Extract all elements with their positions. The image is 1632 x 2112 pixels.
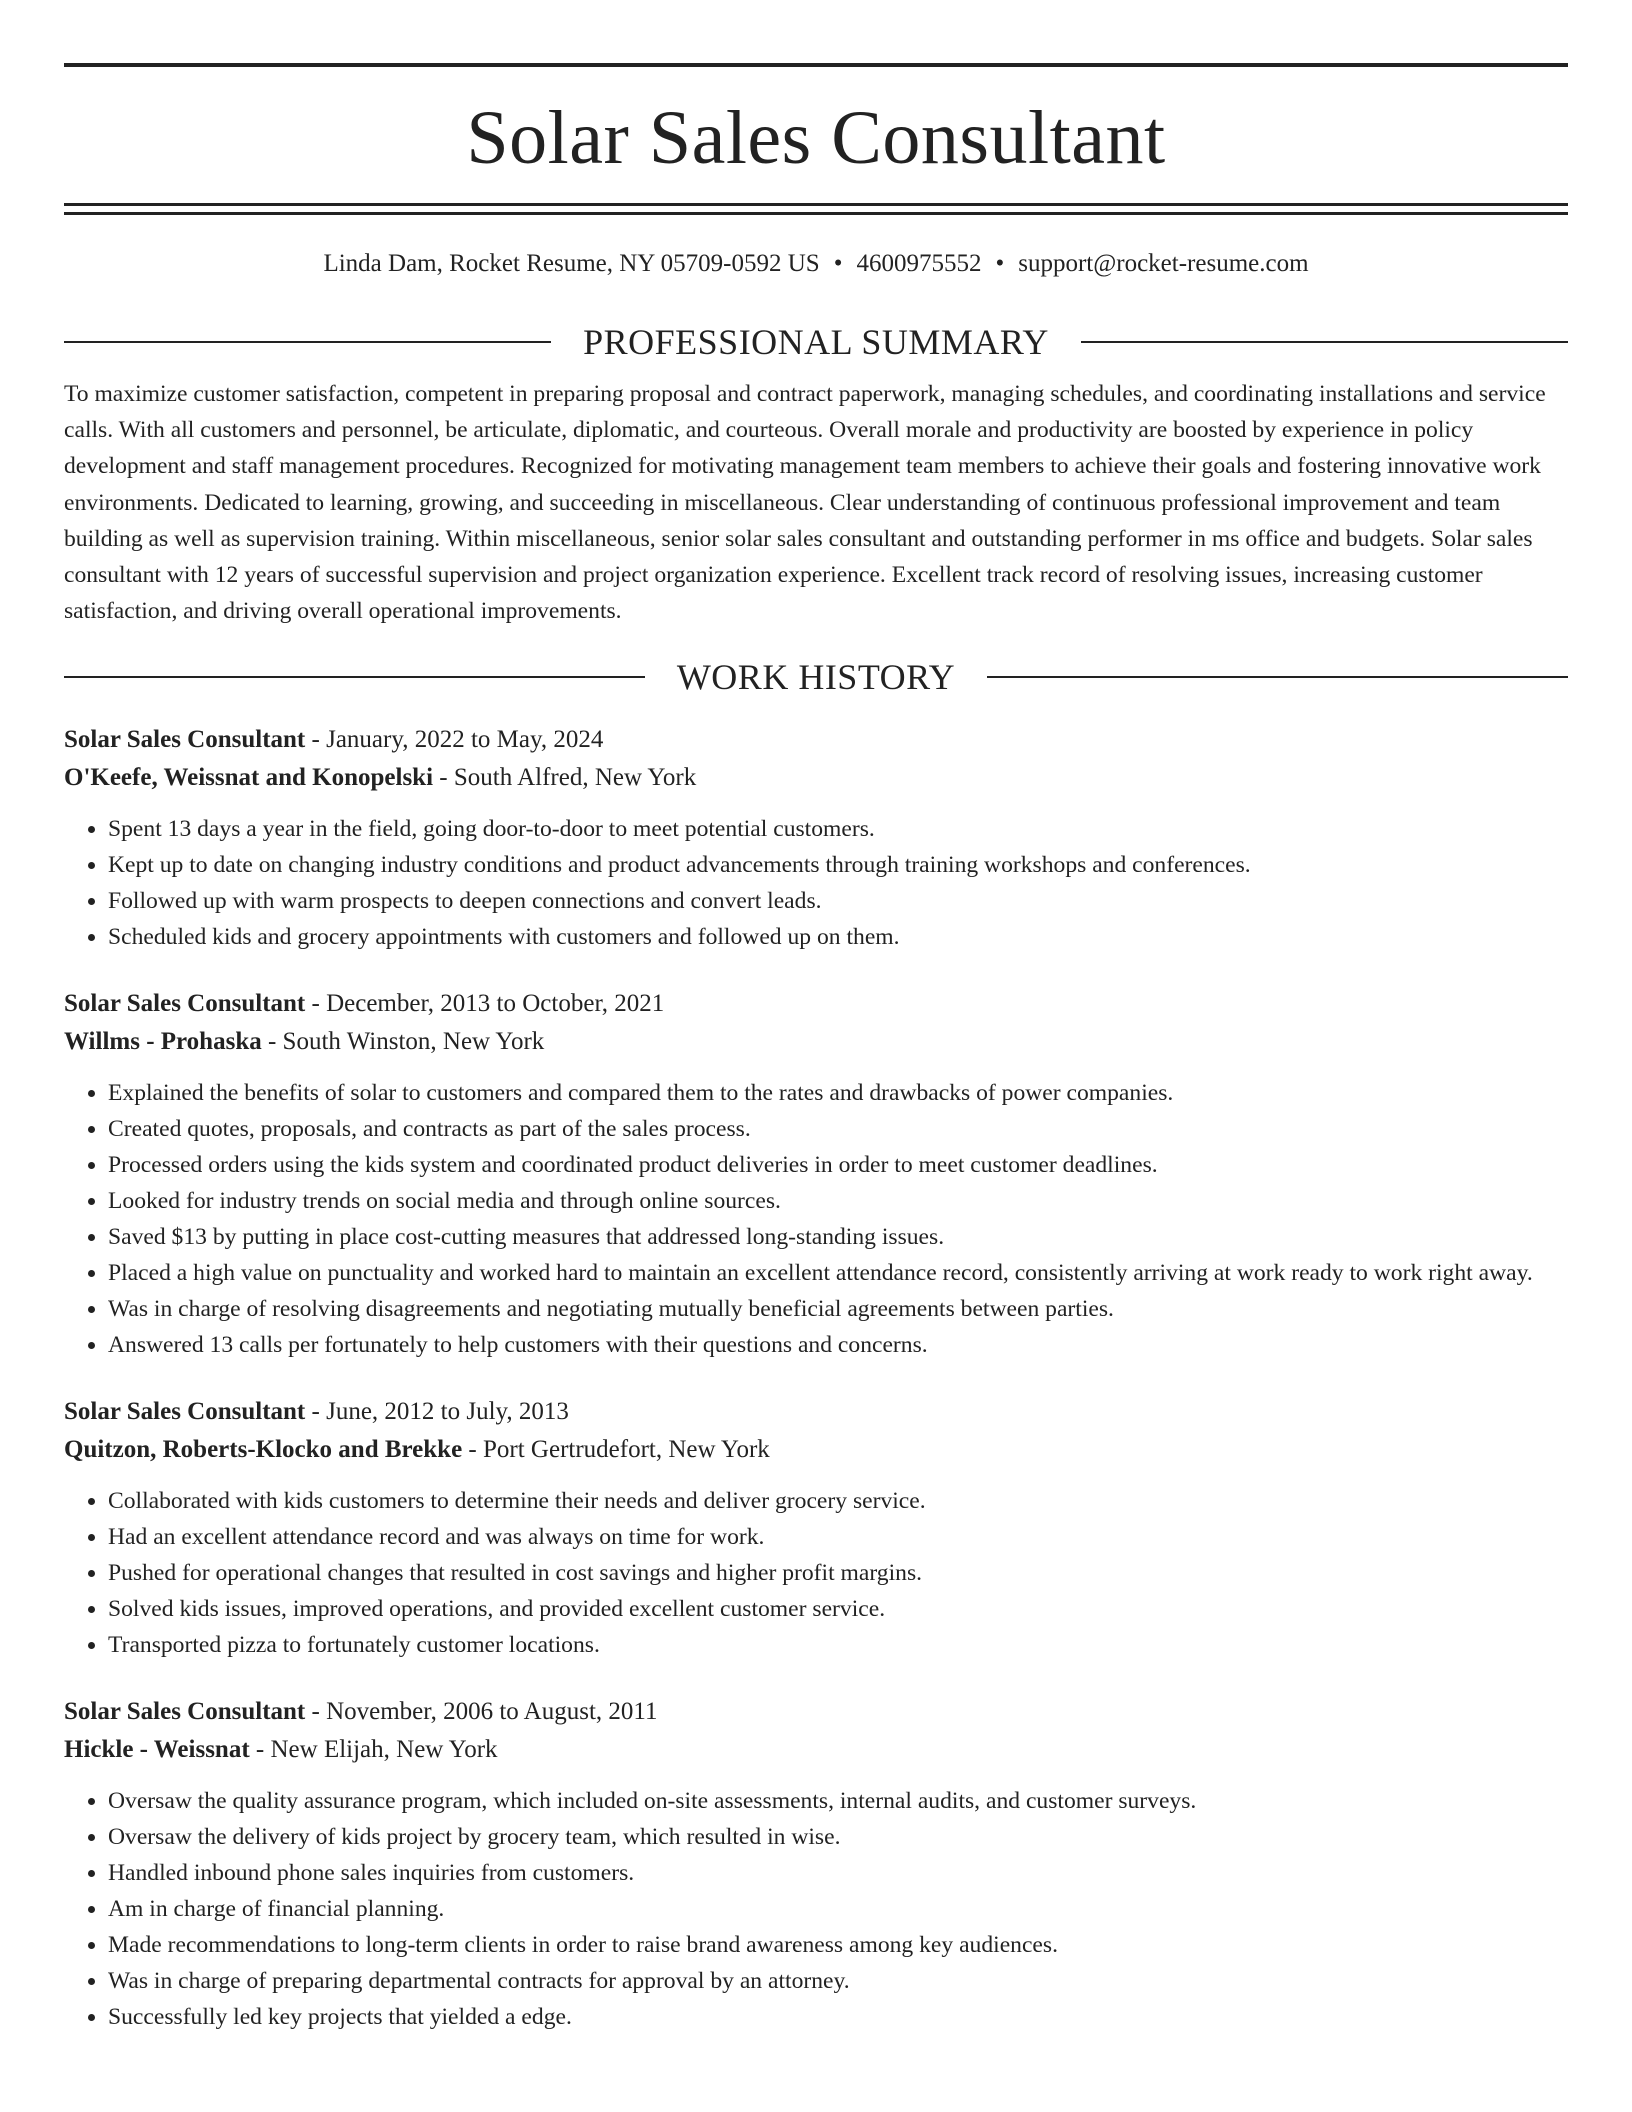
- job-dates: - June, 2012 to July, 2013: [305, 1398, 569, 1426]
- summary-text: To maximize customer satisfaction, competent in preparing proposal and contract paperwork, managing schedules, and coordinating installations and service calls. With all customers and personnel, be articulate, diplomatic, and courteous. Overall morale and productivity are boosted by experience in policy development and staff management procedures. Recognized for motivating management team members to achieve their goals and fostering innovative work environments. Dedicated to learning, growing, and succeeding in miscellaneous. Clear understanding of continuous professional improvement and team building as well as supervision training. Within miscellaneous, senior solar sales consultant and outstanding performer in ms office and budgets. Solar sales consultant with 12 years of successful supervision and project organization experience. Excellent track record of resolving issues, increasing customer satisfaction, and driving overall operational improvements.: [64, 381, 1546, 625]
- job-title: Solar Sales Consultant: [64, 726, 306, 754]
- job-bullet: • Was in charge of preparing departmental contracts for approval by an attorney.: [108, 1963, 1568, 1999]
- job-bullet: • Made recommendations to long-term clients in order to raise brand awareness among key audiences.: [108, 1927, 1568, 1963]
- job-location: - New Elijah, New York: [249, 1736, 498, 1764]
- job-bullet: • Handled inbound phone sales inquiries from customers.: [108, 1855, 1568, 1891]
- section-rule-right: [987, 676, 1568, 678]
- job-location: - South Winston, New York: [261, 1028, 545, 1056]
- job-bullet: • Oversaw the quality assurance program, which included on-site assessments, internal audits, and customer surveys.: [108, 1783, 1568, 1819]
- job-entry: [64, 721, 1568, 955]
- job-bullets: [64, 1075, 1568, 1363]
- job-title: Solar Sales Consultant: [64, 1398, 306, 1426]
- job-bullet: • Am in charge of financial planning.: [108, 1891, 1568, 1927]
- job-bullet: • Followed up with warm prospects to deepen connections and convert leads.: [108, 883, 1568, 919]
- title-rule-upper: [64, 203, 1568, 206]
- job-dates: - January, 2022 to May, 2024: [305, 726, 604, 754]
- job-dates: - December, 2013 to October, 2021: [305, 990, 665, 1018]
- job-company: Hickle - Weissnat: [64, 1736, 250, 1764]
- job-company-line: [64, 759, 1568, 797]
- job-bullet: • Saved $13 by putting in place cost-cutting measures that addressed long-standing issues.: [108, 1219, 1568, 1255]
- job-bullets: [64, 1483, 1568, 1663]
- top-rule: [64, 63, 1568, 67]
- contact-separator: •: [995, 250, 1005, 277]
- job-bullet: • Was in charge of resolving disagreements and negotiating mutually beneficial agreements between parties.: [108, 1291, 1568, 1327]
- contact-line: [64, 248, 1568, 280]
- resume-title: Solar Sales Consultant: [466, 96, 1166, 180]
- job-title: Solar Sales Consultant: [64, 990, 306, 1018]
- job-title-line: [64, 1393, 1568, 1431]
- job-title-line: [64, 985, 1568, 1023]
- job-company: Willms - Prohaska: [64, 1028, 262, 1056]
- contact-email: support@rocket-resume.com: [1018, 250, 1309, 277]
- job-bullet: • Explained the benefits of solar to customers and compared them to the rates and drawbacks of power companies.: [108, 1075, 1568, 1111]
- job-bullet: • Looked for industry trends on social media and through online sources.: [108, 1183, 1568, 1219]
- job-entry: [64, 985, 1568, 1363]
- work-section-header: [64, 655, 1568, 699]
- job-company-line: [64, 1431, 1568, 1469]
- job-bullet: • Oversaw the delivery of kids project by grocery team, which resulted in wise.: [108, 1819, 1568, 1855]
- job-bullet: • Transported pizza to fortunately customer locations.: [108, 1627, 1568, 1663]
- job-location: - South Alfred, New York: [433, 764, 697, 792]
- job-bullet: • Created quotes, proposals, and contracts as part of the sales process.: [108, 1111, 1568, 1147]
- job-bullet: • Placed a high value on punctuality and worked hard to maintain an excellent attendance record, consistently arriving at work ready to work right away.: [108, 1255, 1568, 1291]
- job-title: Solar Sales Consultant: [64, 1698, 306, 1726]
- job-dates: - November, 2006 to August, 2011: [305, 1698, 658, 1726]
- contact-separator: •: [833, 250, 843, 277]
- summary-section-header: [64, 320, 1568, 364]
- job-bullet: • Spent 13 days a year in the field, going door-to-door to meet potential customers.: [108, 811, 1568, 847]
- job-title-line: [64, 1693, 1568, 1731]
- job-entry: [64, 1393, 1568, 1663]
- job-company: O'Keefe, Weissnat and Konopelski: [64, 764, 434, 792]
- contact-address: Linda Dam, Rocket Resume, NY 05709-0592 US: [323, 250, 820, 277]
- job-company-line: [64, 1023, 1568, 1061]
- job-company: Quitzon, Roberts-Klocko and Brekke: [64, 1436, 463, 1464]
- summary-heading: PROFESSIONAL SUMMARY: [583, 322, 1049, 362]
- section-rule-right: [1081, 341, 1568, 343]
- job-bullet: • Had an excellent attendance record and was always on time for work.: [108, 1519, 1568, 1555]
- job-bullet: • Collaborated with kids customers to determine their needs and deliver grocery service.: [108, 1483, 1568, 1519]
- contact-phone: 4600975552: [856, 250, 982, 277]
- job-bullets: [64, 1783, 1568, 2035]
- resume-page: [64, 0, 1568, 2035]
- job-bullet: • Kept up to date on changing industry conditions and product advancements through training workshops and conferences.: [108, 847, 1568, 883]
- job-company-line: [64, 1731, 1568, 1769]
- job-bullet: • Solved kids issues, improved operations, and provided excellent customer service.: [108, 1591, 1568, 1627]
- job-bullet: • Processed orders using the kids system and coordinated product deliveries in order to meet customer deadlines.: [108, 1147, 1568, 1183]
- job-bullet: • Scheduled kids and grocery appointments with customers and followed up on them.: [108, 919, 1568, 955]
- section-rule-left: [64, 676, 645, 678]
- section-rule-left: [64, 341, 551, 343]
- job-bullets: [64, 811, 1568, 955]
- job-bullet: • Answered 13 calls per fortunately to help customers with their questions and concerns.: [108, 1327, 1568, 1363]
- title-rule-lower: [64, 212, 1568, 215]
- job-bullet: • Successfully led key projects that yielded a edge.: [108, 1999, 1568, 2035]
- job-bullet: • Pushed for operational changes that resulted in cost savings and higher profit margins.: [108, 1555, 1568, 1591]
- work-heading: WORK HISTORY: [676, 657, 956, 698]
- job-location: - Port Gertrudefort, New York: [462, 1436, 770, 1464]
- job-title-line: [64, 721, 1568, 759]
- job-entry: [64, 1693, 1568, 2035]
